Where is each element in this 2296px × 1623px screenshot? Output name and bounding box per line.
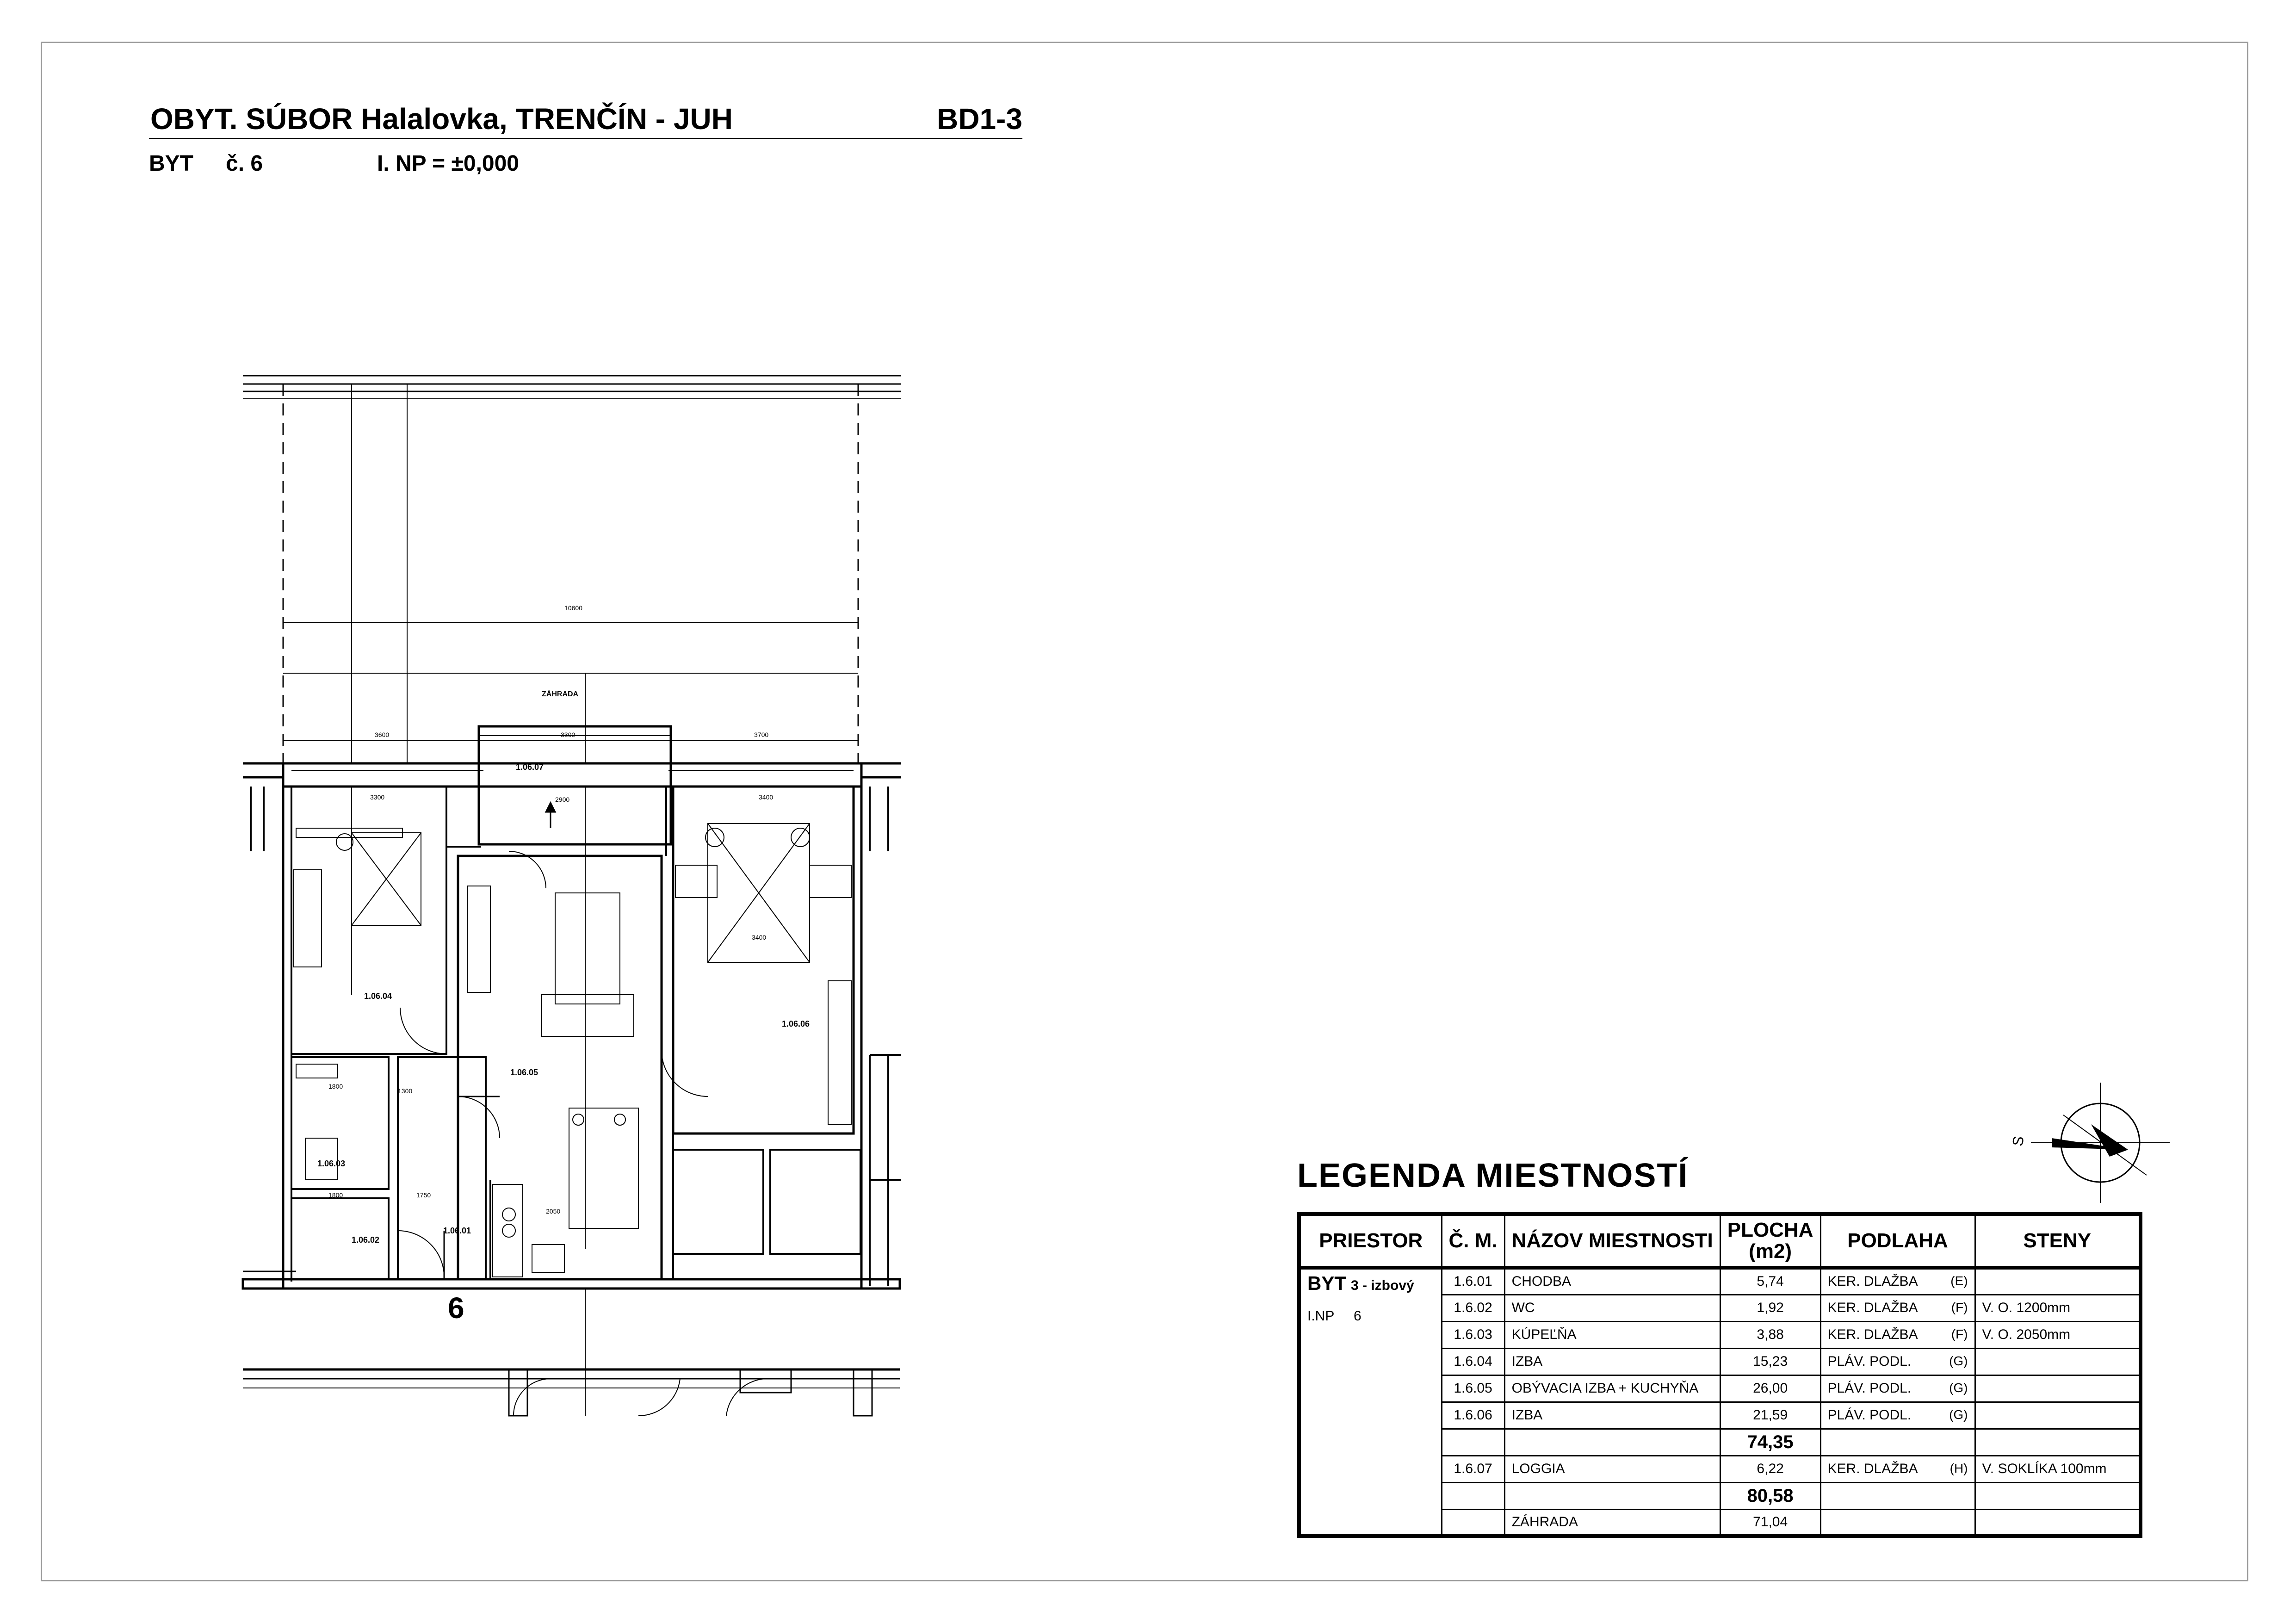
row-area: 21,59 [1720, 1402, 1820, 1429]
empty-cell [1975, 1482, 2141, 1509]
row-area: 6,22 [1720, 1456, 1820, 1482]
floor-code: (G) [1949, 1381, 1968, 1395]
row-name: KÚPEĽŇA [1504, 1321, 1720, 1348]
floor-code: (G) [1949, 1407, 1968, 1422]
row-floor [1820, 1295, 1975, 1321]
row-cm: 1.6.03 [1442, 1321, 1504, 1348]
floor-code: (F) [1951, 1300, 1968, 1314]
subtotal-area: 74,35 [1720, 1429, 1820, 1456]
byt-word: BYT [1307, 1272, 1346, 1294]
dim-d4: 3300 [370, 793, 385, 801]
room-label-1-06-06: 1.06.06 [782, 1019, 810, 1028]
row-area: 26,00 [1720, 1375, 1820, 1402]
legend-title: LEGENDA MIESTNOSTÍ [1297, 1157, 1689, 1194]
dim-d11: 2050 [546, 1208, 561, 1215]
row-cm: 1.6.06 [1442, 1402, 1504, 1429]
empty-cell [1820, 1509, 1975, 1536]
dim-d6: 3400 [752, 934, 767, 941]
unit-number: 6 [448, 1291, 464, 1325]
room-label-1-06-04: 1.06.04 [364, 991, 392, 1001]
project-title: OBYT. SÚBOR Halalovka, TRENČÍN - JUH [150, 102, 733, 136]
dim-d7: 2900 [555, 796, 570, 803]
dim-d8: 1800 [328, 1191, 343, 1199]
row-walls [1975, 1402, 2141, 1429]
row-area: 15,23 [1720, 1348, 1820, 1375]
byt-type: 3 - izbový [1351, 1278, 1414, 1293]
empty-cell [1442, 1509, 1504, 1536]
row-walls: V. O. 1200mm [1975, 1295, 2141, 1321]
header-plocha-line1: PLOCHA [1727, 1218, 1813, 1241]
header-steny: STENY [1975, 1214, 2141, 1268]
legend-row [1299, 1268, 2141, 1295]
header-podlaha: PODLAHA [1820, 1214, 1975, 1268]
dim-d2: 3300 [561, 731, 576, 738]
row-name: IZBA [1504, 1402, 1720, 1429]
room-legend-table [1297, 1212, 2142, 1538]
floor-name: KER. DLAŽBA [1827, 1327, 1918, 1342]
row-area: 5,74 [1720, 1268, 1820, 1295]
room-label-1-06-07: 1.06.07 [516, 762, 544, 772]
row-floor [1820, 1268, 1975, 1295]
row-name: IZBA [1504, 1348, 1720, 1375]
empty-cell [1442, 1482, 1504, 1509]
row-name: OBÝVACIA IZBA + KUCHYŇA [1504, 1375, 1720, 1402]
row-cm: 1.6.07 [1442, 1456, 1504, 1482]
dim-d1: 3600 [375, 731, 390, 738]
row-floor [1820, 1456, 1975, 1482]
unit-word: BYT [149, 151, 193, 176]
empty-cell [1504, 1482, 1720, 1509]
priestor-cell [1299, 1268, 1442, 1536]
room-label-1-06-01: 1.06.01 [443, 1226, 471, 1235]
dim-d3: 3700 [754, 731, 769, 738]
row-name: WC [1504, 1295, 1720, 1321]
empty-cell [1820, 1429, 1975, 1456]
header-priestor: PRIESTOR [1299, 1214, 1442, 1268]
row-area: 71,04 [1720, 1509, 1820, 1536]
floor-code: (H) [1949, 1461, 1968, 1475]
compass-north-letter: S [2009, 1134, 2027, 1148]
floor-name: KER. DLAŽBA [1827, 1300, 1918, 1315]
row-walls: V. O. 2050mm [1975, 1321, 2141, 1348]
floor-name: PLÁV. PODL. [1827, 1354, 1912, 1369]
dim-d9: 1750 [416, 1191, 431, 1199]
header-nazov: NÁZOV MIESTNOSTI [1504, 1214, 1720, 1268]
dim-d12: 1300 [398, 1087, 413, 1095]
header-plocha-line2: (m2) [1749, 1240, 1792, 1263]
np-line [1307, 1308, 1435, 1324]
floor-name: PLÁV. PODL. [1827, 1381, 1912, 1396]
garden-label: ZÁHRADA [542, 690, 579, 698]
room-label-1-06-05: 1.06.05 [510, 1068, 538, 1077]
dim-d10: 1800 [328, 1083, 343, 1090]
row-name: LOGGIA [1504, 1456, 1720, 1482]
row-area: 1,92 [1720, 1295, 1820, 1321]
building-code: BD1-3 [937, 102, 1022, 136]
header-plocha [1720, 1214, 1820, 1268]
row-cm: 1.6.05 [1442, 1375, 1504, 1402]
empty-cell [1504, 1429, 1720, 1456]
floor-name: PLÁV. PODL. [1827, 1407, 1912, 1423]
empty-cell [1975, 1429, 2141, 1456]
row-cm: 1.6.04 [1442, 1348, 1504, 1375]
floor-name: KER. DLAŽBA [1827, 1274, 1918, 1289]
total-area: 80,58 [1720, 1482, 1820, 1509]
room-label-1-06-02: 1.06.02 [352, 1235, 380, 1245]
floor-name: KER. DLAŽBA [1827, 1461, 1918, 1476]
row-walls [1975, 1348, 2141, 1375]
unit-label: č. 6 [226, 151, 263, 176]
empty-cell [1442, 1429, 1504, 1456]
row-walls [1975, 1268, 2141, 1295]
row-name: CHODBA [1504, 1268, 1720, 1295]
empty-cell [1975, 1509, 2141, 1536]
row-floor [1820, 1402, 1975, 1429]
room-label-1-06-03: 1.06.03 [317, 1159, 346, 1168]
floor-code: (F) [1951, 1327, 1968, 1341]
row-walls [1975, 1375, 2141, 1402]
row-floor [1820, 1375, 1975, 1402]
legend-header-row [1299, 1214, 2141, 1268]
dim-d5: 3400 [759, 793, 774, 801]
row-cm: 1.6.01 [1442, 1268, 1504, 1295]
row-area: 3,88 [1720, 1321, 1820, 1348]
row-walls: V. SOKLÍKA 100mm [1975, 1456, 2141, 1482]
dim-garden-width: 10600 [564, 604, 582, 612]
row-name: ZÁHRADA [1504, 1509, 1720, 1536]
header-cm: Č. M. [1442, 1214, 1504, 1268]
floor-code: (G) [1949, 1354, 1968, 1368]
empty-cell [1820, 1482, 1975, 1509]
floor-level: I. NP = ±0,000 [377, 151, 519, 176]
np-unit: 6 [1354, 1308, 1362, 1324]
row-cm: 1.6.02 [1442, 1295, 1504, 1321]
row-floor [1820, 1348, 1975, 1375]
row-floor [1820, 1321, 1975, 1348]
np-label: I.NP [1307, 1308, 1335, 1324]
floor-code: (E) [1950, 1274, 1968, 1288]
